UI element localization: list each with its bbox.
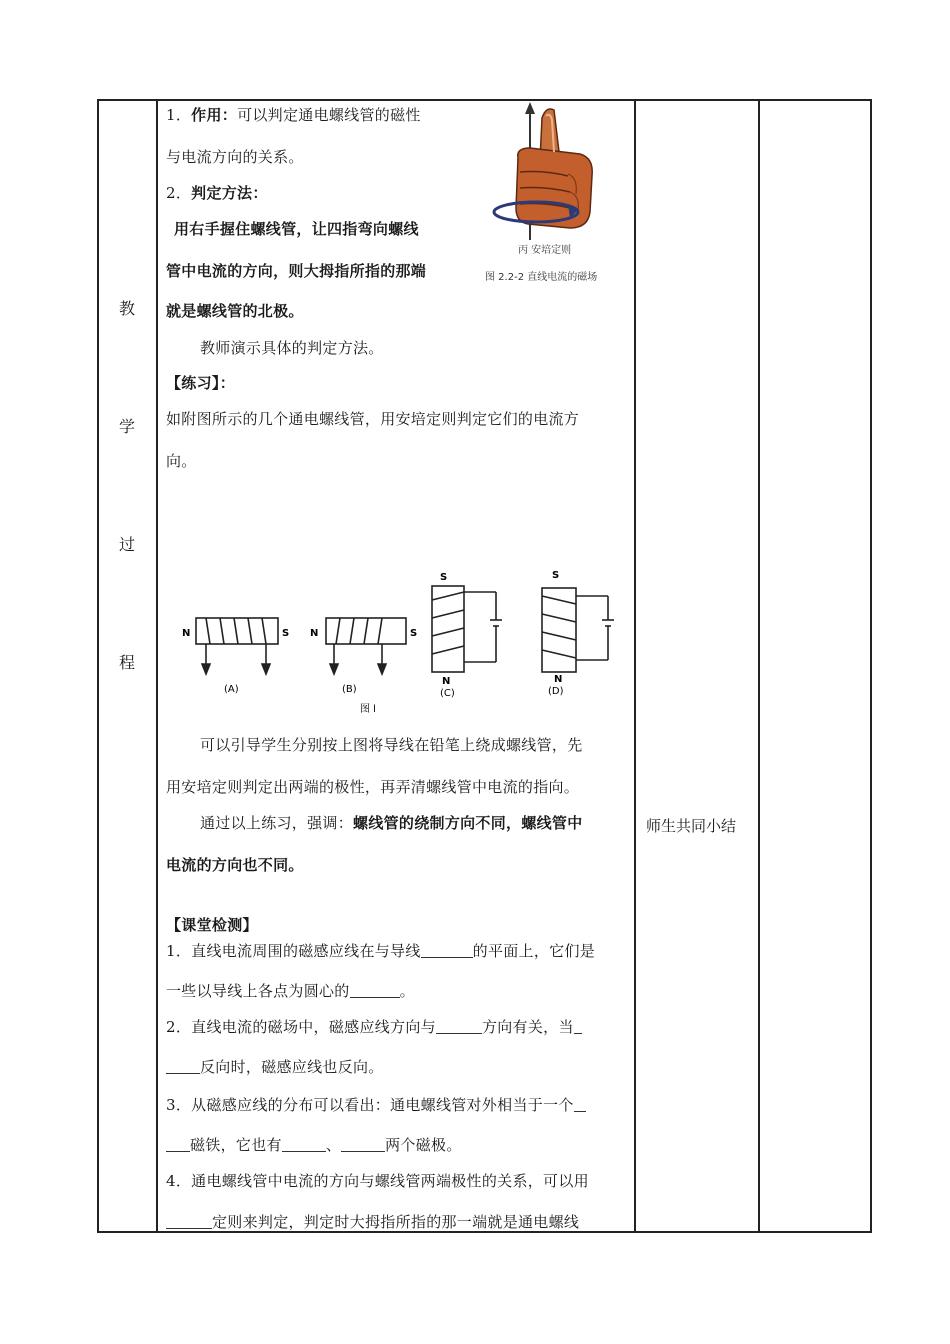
question-text: 。	[399, 982, 415, 1000]
check-heading: 【课堂检测】	[166, 916, 258, 934]
question-2-cont	[166, 1056, 384, 1077]
question-text: 磁铁，它也有	[190, 1136, 282, 1154]
paragraph-text: 教师演示具体的判定方法。	[200, 339, 384, 357]
rule-text: 用右手握住螺线管，让四指弯向螺线	[174, 220, 419, 238]
question-3-cont	[166, 1134, 462, 1155]
question-4-cont	[166, 1211, 579, 1232]
answer-blank[interactable]	[350, 983, 400, 998]
ampere-rule-figure	[482, 100, 632, 290]
question-1-cont	[166, 980, 415, 1001]
question-3-line	[166, 1094, 586, 1115]
side-label-char: 过	[119, 535, 136, 554]
pole-label-n: N	[554, 674, 563, 685]
pole-label-s: S	[282, 628, 290, 639]
answer-blank[interactable]	[166, 1137, 190, 1152]
solenoid-diagram	[176, 566, 636, 726]
answer-blank[interactable]	[341, 1137, 385, 1152]
item-number: 2．	[166, 184, 192, 202]
question-4-line: 4．通电螺线管中电流的方向与螺线管两端极性的关系，可以用	[166, 1172, 589, 1190]
question-text: 两个磁极。	[385, 1136, 462, 1154]
solenoid-b	[326, 618, 406, 674]
figure-label-b: (B)	[342, 684, 357, 695]
item-heading: 判定方法：	[191, 184, 268, 202]
figure-label-a: (A)	[224, 684, 239, 695]
answer-blank[interactable]	[282, 1137, 326, 1152]
side-label-char: 教	[119, 299, 136, 318]
item-text: 可以判定通电螺线管的磁性	[237, 106, 421, 124]
emphasis-text: 螺线管的绕制方向不同，螺线管中	[353, 814, 583, 832]
summary-note: 师生共同小结	[646, 817, 737, 835]
question-text: 、	[325, 1136, 342, 1154]
paragraph-text: 向。	[166, 452, 197, 470]
solenoid-a	[196, 618, 278, 674]
pole-label-s: S	[410, 628, 418, 639]
side-label-char: 程	[119, 653, 136, 672]
question-text: 方向有关，当	[481, 1018, 574, 1036]
side-label-char: 学	[119, 417, 136, 436]
practice-heading: 【练习】：	[166, 374, 236, 392]
figure-caption: 图 l	[360, 704, 376, 715]
question-text: 的平面上，它们是	[472, 942, 596, 960]
table-col-divider-3	[758, 99, 760, 1233]
pole-label-s: S	[440, 572, 448, 583]
answer-blank[interactable]	[436, 1019, 482, 1034]
table-col-divider-1	[156, 99, 158, 1233]
table-col-divider-4	[870, 99, 872, 1233]
pole-label-n: N	[310, 628, 319, 639]
question-text: 一些以导线上各点为圆心的	[166, 982, 350, 1000]
solenoid-circuits-figure	[176, 566, 636, 726]
question-text: 反向时，磁感应线也反向。	[200, 1058, 384, 1076]
section-2-line	[166, 182, 268, 203]
paragraph-text: 可以引导学生分别按上图将导线在铅笔上绕成螺线管，先	[200, 736, 583, 754]
emphasis-line	[200, 812, 583, 833]
question-text: 定则来判定，判定时大拇指所指的那一端就是通电螺线	[212, 1213, 580, 1231]
solenoid-d	[542, 588, 614, 672]
question-text: 3．从磁感应线的分布可以看出：通电螺线管对外相当于一个	[166, 1096, 574, 1114]
figure-label-d: (D)	[548, 686, 564, 697]
right-hand-illustration	[482, 100, 632, 290]
paragraph-text: 通过以上练习，强调：	[200, 814, 354, 832]
solenoid-c	[432, 586, 502, 672]
item-number: 1．	[166, 106, 192, 124]
paragraph-text: 用安培定则判定出两端的极性，再弄清螺线管中电流的指向。	[166, 778, 580, 796]
paragraph-text: 如附图所示的几个通电螺线管，用安培定则判定它们的电流方	[166, 410, 580, 428]
pole-label-n: N	[182, 628, 191, 639]
question-1-line	[166, 940, 595, 961]
rule-text: 就是螺线管的北极。	[166, 302, 304, 320]
rule-text: 管中电流的方向，则大拇指所指的那端	[166, 262, 427, 280]
answer-blank[interactable]	[574, 1019, 582, 1034]
answer-blank[interactable]	[421, 943, 473, 958]
answer-blank[interactable]	[166, 1059, 200, 1074]
pole-label-s: S	[552, 570, 560, 581]
figure-subcaption: 丙 安培定则	[518, 245, 572, 256]
question-text: 1．直线电流周围的磁感应线在与导线	[166, 942, 421, 960]
section-1-line	[166, 104, 421, 125]
table-col-divider-0	[97, 99, 99, 1233]
paragraph-text: 与电流方向的关系。	[166, 148, 304, 166]
question-text: 2．直线电流的磁场中，磁感应线方向与	[166, 1018, 436, 1036]
pole-label-n: N	[442, 676, 451, 687]
figure-label-c: (C)	[440, 688, 455, 699]
emphasis-text: 电流的方向也不同。	[166, 856, 304, 874]
question-2-line	[166, 1016, 582, 1037]
answer-blank[interactable]	[574, 1097, 586, 1112]
figure-caption: 图 2.2-2 直线电流的磁场	[485, 272, 598, 283]
answer-blank[interactable]	[166, 1214, 212, 1229]
item-heading: 作用：	[191, 106, 238, 124]
